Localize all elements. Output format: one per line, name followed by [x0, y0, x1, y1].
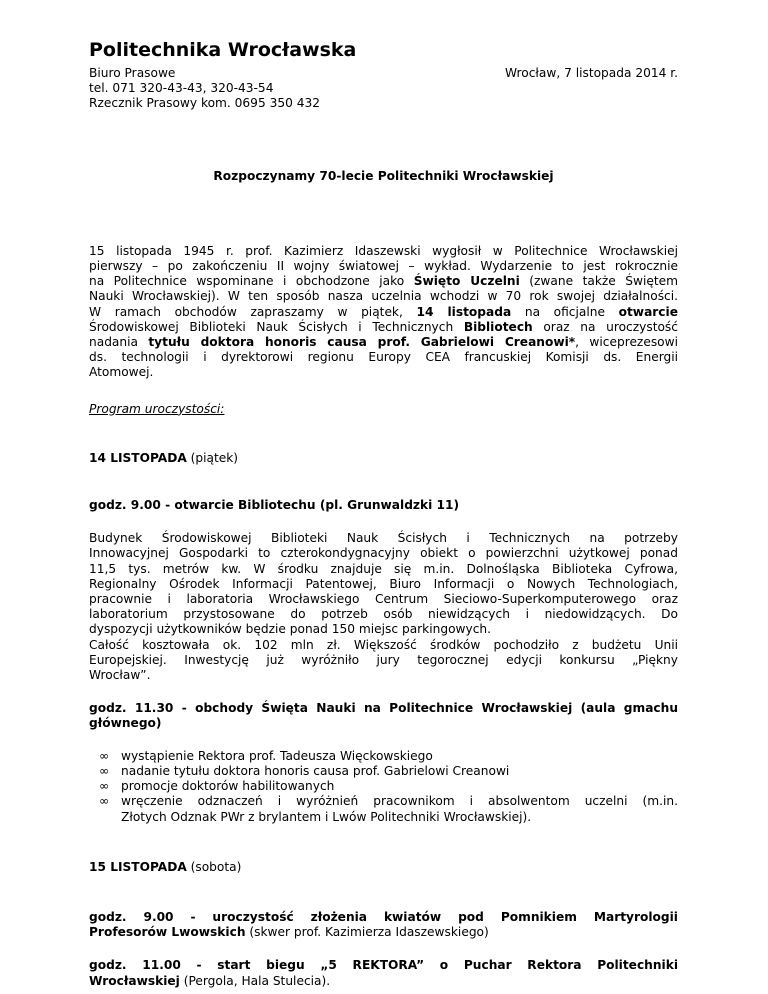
event-2-title-line: głównego) [89, 716, 162, 731]
document-page [89, 38, 678, 989]
description-line: Całość kosztowała ok. 102 mln zł. Większość środków pochodziło z budżetu Unii [89, 637, 678, 652]
lead-text: na oficjalne [511, 304, 619, 319]
description-line: pracownie i laboratoria Wrocławskiego Centrum Sieciowo-Superkomputerowego oraz [89, 592, 678, 607]
event-4 [89, 958, 678, 988]
event-4-title-line [89, 974, 678, 989]
event-4-title-line: godz. 11.00 - start biegu „5 REKTORA” o Puchar Rektora Politechniki [89, 958, 678, 973]
description-line: Regionalny Ośrodek Informacji Patentowej, Biuro Informacji o Nowych Technologiach, [89, 576, 678, 591]
event-4-bold: Wrocławskiej [89, 973, 180, 988]
event-2-title-line: godz. 11.30 - obchody Święta Nauki na Politechnice Wrocławskiej (aula gmachu [89, 701, 678, 716]
day-label: 14 LISTOPADA [89, 450, 187, 465]
press-office: Biuro Prasowe [89, 66, 176, 80]
lead-text: nadania [89, 335, 149, 350]
phone-numbers: tel. 071 320-43-43, 320-43-54 [89, 81, 274, 96]
day-label: 15 LISTOPADA [89, 859, 187, 874]
lead-line [89, 274, 678, 289]
list-item [89, 779, 678, 794]
lead-text: Środowiskowej Biblioteki Nauk Ścisłych i Technicznych [89, 319, 464, 334]
lead-bold: Święto Uczelni [413, 274, 520, 289]
lead-text: , wiceprezesowi [575, 335, 678, 350]
lead-bold: otwarcie [618, 304, 678, 319]
lead-text: na Politechnice wspominane i obchodzone jako [89, 274, 414, 289]
event-3 [89, 910, 678, 940]
lead-line [89, 320, 678, 335]
lead-bold: tytułu doktora honoris causa prof. Gabrielowi Creanowi* [148, 335, 576, 350]
event-1-title: godz. 9.00 - otwarcie Bibliotechu (pl. Grunwaldzki 11) [89, 498, 460, 513]
event-3-location: (skwer prof. Kazimierza Idaszewskiego) [245, 925, 489, 940]
event-4-location: (Pergola, Hala Stulecia). [179, 973, 331, 988]
infinity-bullet-icon: ∞ [99, 748, 110, 763]
list-item-text: promocje doktorów habilitowanych [121, 779, 335, 794]
day-weekday: (piątek) [186, 450, 239, 465]
lead-text: (zwane także Świętem [519, 274, 679, 289]
description-line: 11,5 tys. metrów kw. W środku znajduje się m.in. Dolnośląska Biblioteka Cyfrowa, [89, 561, 678, 576]
lead-line [89, 335, 678, 350]
day-heading-1 [89, 451, 678, 466]
lead-line: 15 listopada 1945 r. prof. Kazimierz Idaszewski wygłosił w Politechnice Wrocławskiej [89, 243, 678, 258]
day-heading-2 [89, 860, 678, 875]
event-3-title-line [89, 925, 678, 940]
day-weekday: (sobota) [186, 859, 242, 874]
event-1-description [89, 531, 678, 683]
org-name: Politechnika Wrocławska [89, 39, 357, 61]
lead-text: W ramach obchodów zapraszamy w piątek, [89, 304, 417, 319]
list-item-text: nadanie tytułu doktora honoris causa prof. Gabrielowi Creanowi [121, 763, 510, 778]
program-label: Program uroczystości: [89, 401, 225, 416]
lead-line: Atomowej. [89, 365, 154, 380]
lead-line: ds. technologii i dyrektorowi regionu Europy CEA francuskiej Komisji ds. Energii [89, 350, 678, 365]
infinity-bullet-icon: ∞ [99, 794, 110, 809]
event-3-bold: Profesorów Lwowskich [89, 925, 246, 940]
spokesperson: Rzecznik Prasowy kom. 0695 350 432 [89, 96, 320, 111]
letterhead [89, 66, 678, 112]
lead-bold: 14 listopada [416, 304, 512, 319]
contact-block [89, 66, 320, 112]
lead-paragraph [89, 244, 678, 381]
list-item [89, 794, 678, 824]
list-item-text: wręczenie odznaczeń i wyróżnień pracownikom i absolwentom uczelni (m.in. [121, 794, 678, 809]
event-3-title-line: godz. 9.00 - uroczystość złożenia kwiatów pod Pomnikiem Martyrologii [89, 909, 678, 924]
description-line: Wrocław”. [89, 668, 151, 683]
lead-line: Nauki Wrocławskiej). W ten sposób nasza uczelnia wchodzi w 70 rok swojej działalności. [89, 289, 678, 304]
place-date: Wrocław, 7 listopada 2014 r. [505, 66, 678, 80]
event-2-list [89, 749, 678, 825]
description-line: Budynek Środowiskowej Biblioteki Nauk Ścisłych i Technicznych na potrzeby [89, 531, 678, 546]
description-line: Innowacyjnej Gospodarki to czterokondygnacyjny obiekt o powierzchni użytkowej ponad [89, 546, 678, 561]
list-item [89, 764, 678, 779]
description-line: laboratorium przystosowane do potrzeb osób niewidzących i niedowidzących. Do [89, 607, 678, 622]
list-item [89, 749, 678, 764]
description-line: Europejskiej. Inwestycję już wyróżniło jury tegorocznej edycji konkursu „Piękny [89, 652, 678, 667]
list-item-text: Złotych Odznak PWr z brylantem i Lwów Politechniki Wrocławskiej). [121, 809, 532, 824]
lead-bold: Bibliotech [463, 319, 533, 334]
lead-line: pierwszy – po zakończeniu II wojny światowej – wykład. Wydarzenie to jest rokrocznie [89, 259, 678, 274]
lead-line [89, 305, 678, 320]
event-2-title [89, 701, 678, 731]
description-line: dyspozycji użytkowników będzie ponad 150 miejsc parkingowych. [89, 622, 492, 637]
headline: Rozpoczynamy 70-lecie Politechniki Wrocławskiej [213, 168, 554, 183]
list-item-text: wystąpienie Rektora prof. Tadeusza Więckowskiego [121, 748, 433, 763]
lead-text: oraz na uroczystość [532, 319, 678, 334]
infinity-bullet-icon: ∞ [99, 779, 110, 794]
infinity-bullet-icon: ∞ [99, 763, 110, 778]
